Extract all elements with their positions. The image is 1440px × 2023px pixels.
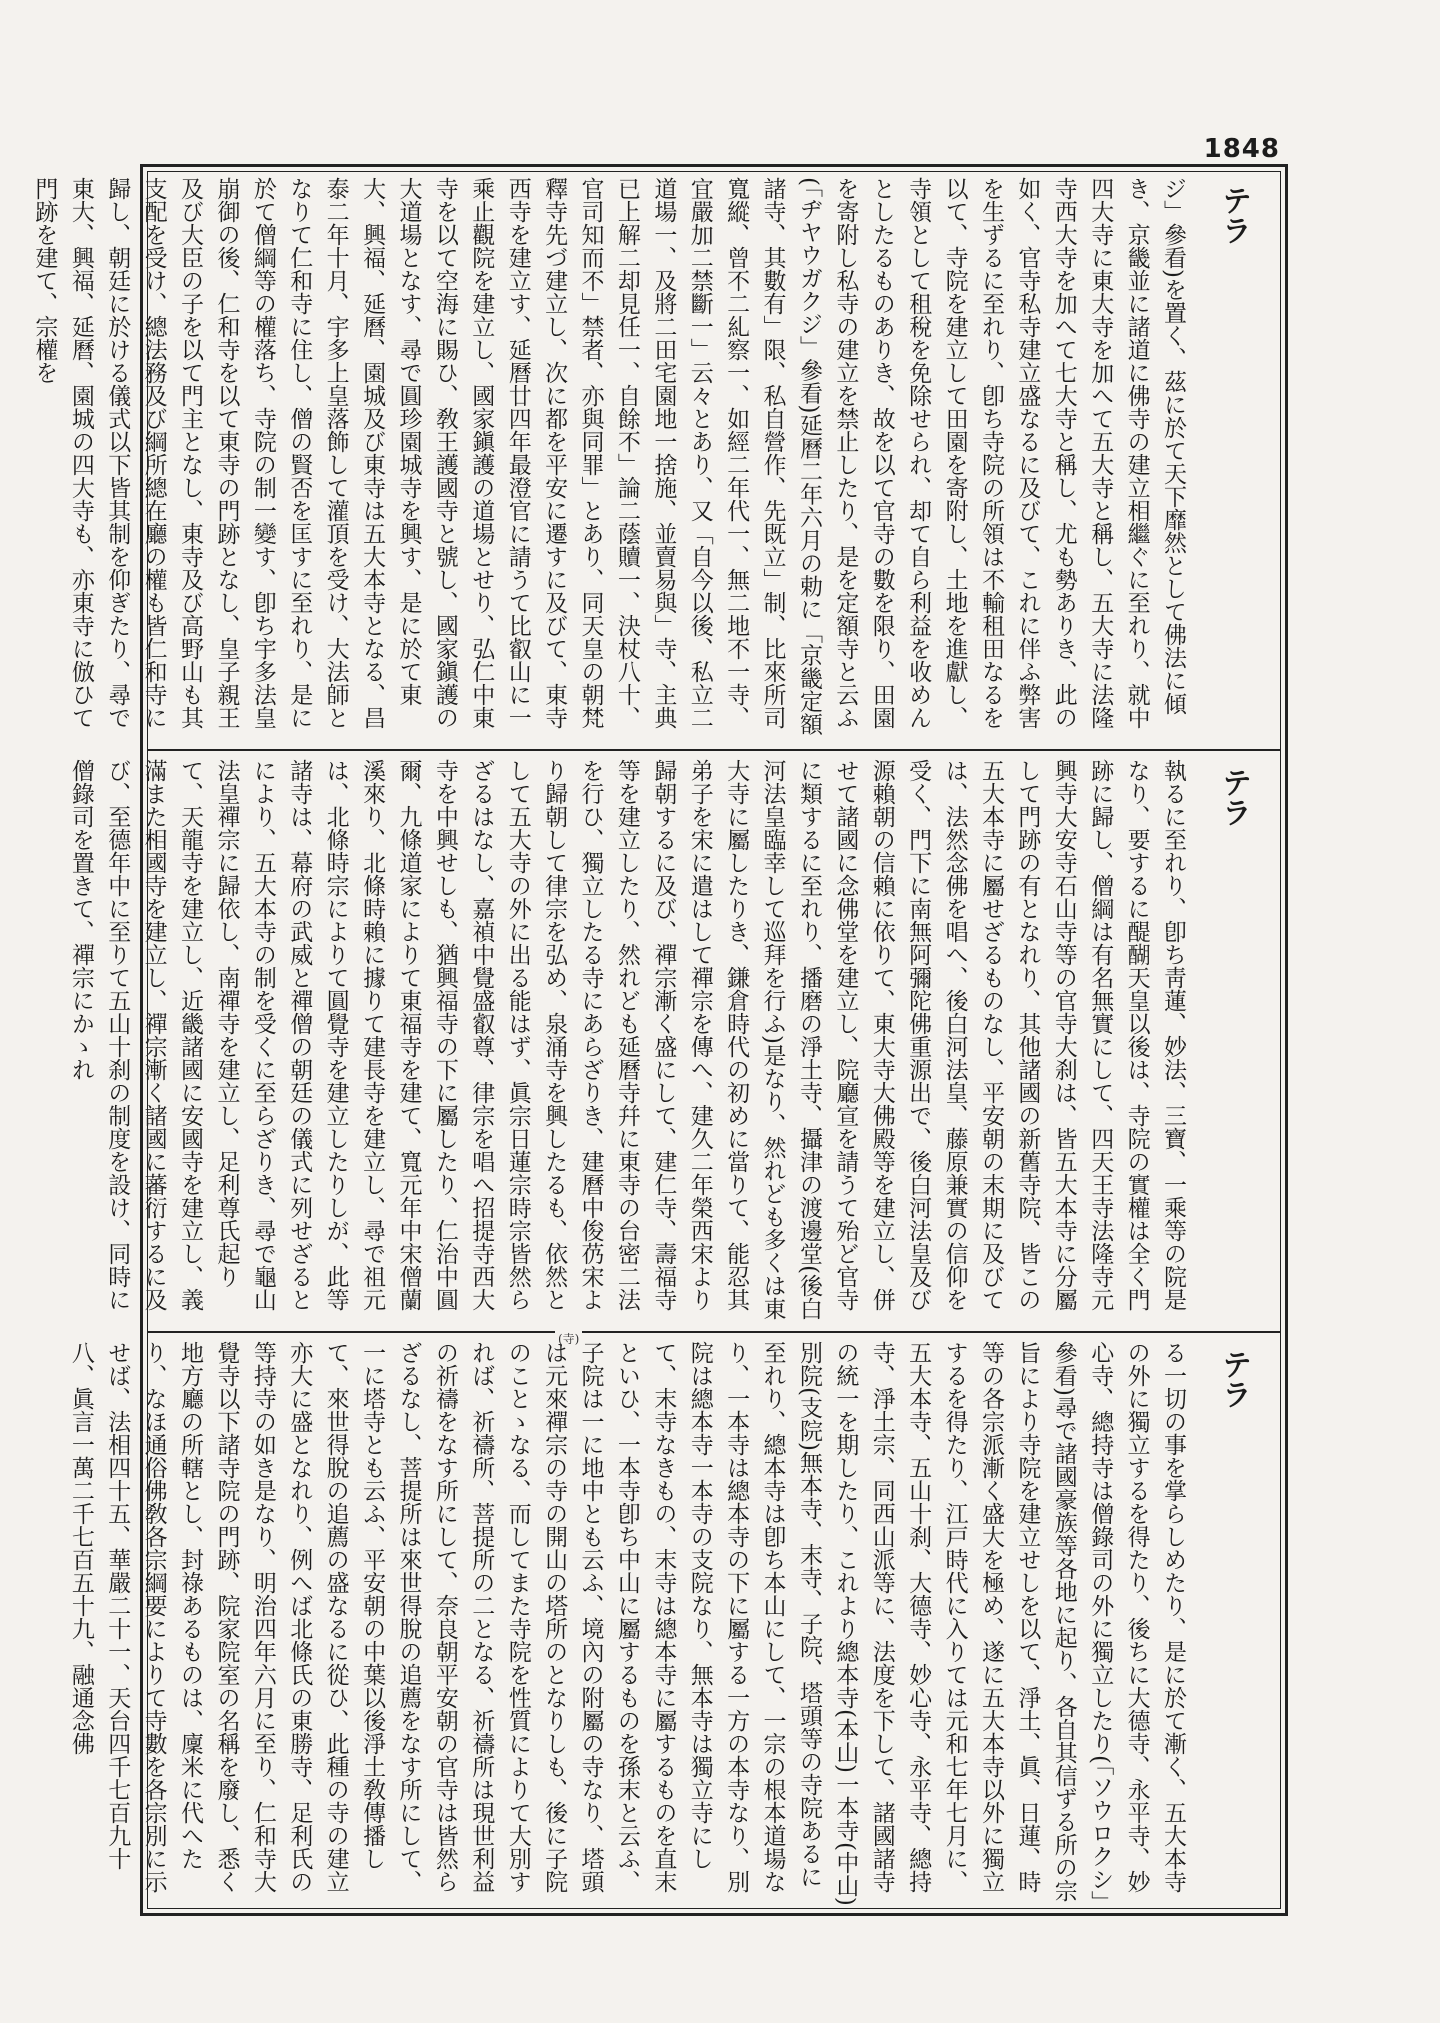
body-text: [67, 1341, 1191, 1907]
running-head: (寺): [555, 1330, 582, 1347]
paragraph: る一切の事を掌らしめたり、是に於て漸く、五大本寺の外に獨立するを得たり、後ちに大德寺、永平寺、妙心寺、總持寺は僧錄司の外に獨立したり(「ソウロクシ」參看)尋で諸國豪族等各地に起り、各自其信ずる所の宗旨により寺院を建立せしを以て、淨土、眞、日蓮、時等の各宗派漸く盛大を極め、遂に五大本寺以外に獨立するを得たり、江戸時代に入りては元和七年七月に、五大本寺、五山十刹、大德寺、妙心寺、永平寺、總持寺、淨土宗、同西山派等に、法度を下して、諸國諸寺の統一を期したり、これより總本寺(本山)一本寺(中山)別院(支院)無本寺、末寺、子院、塔頭等の寺院あるに至れり、總本寺は卽ち本山にして、一宗の根本道場なり、一本寺は總本寺の下に屬する一方の本寺なり、別院は總本寺一本寺の支院なり、無本寺は獨立寺にして、末寺なきもの、末寺は總本寺に屬するものを直末といひ、一本寺卽ち中山に屬するものを孫末と云ふ、子院は一に地中とも云ふ、境內の附屬の寺なり、塔頭は元來禪宗の寺の開山の塔所のとなりしも、後に子院のことゝなる、而してまた寺院を性質によりて大別すれば、祈禱所、菩提所の二となる、祈禱所は現世利益の祈禱をなす所にして、奈良朝平安朝の官寺は皆然らざるなし、菩提所は來世得脫の追薦をなす所にして、一に塔寺とも云ふ、平安朝の中葉以後淨土敎傳播して、來世得脫の追薦の盛なるに從ひ、此種の寺の建立亦大に盛となれり、例へば北條氏の東勝寺、足利氏の等持寺の如き是なり、明治四年六月に至り、仁和寺大覺寺以下諸寺院の門跡、院家院室の名稱を廢し、悉く地方廳の所轄とし、封祿あるものは、廩米に代へたり、なほ通俗佛敎各宗綱要によりて寺數を各宗別に示せば、法相四十五、華嚴二十一、天台四千七百九十八、眞言一萬二千七百五十九、融通念佛: [67, 1341, 1186, 1906]
paragraph: 執るに至れり、卽ち靑蓮、妙法、三寶、一乘等の院是なり、要するに醍醐天皇以後は、寺院の實權は全く門跡に歸し、僧綱は有名無實にして、四天王寺法隆寺元興寺大安寺石山寺等の官寺大刹は、皆五大本寺に分屬して門跡の有となれり、其他諸國の新舊寺院、皆この五大本寺に屬せざるものなし、平安朝の末期に及びては、法然念佛を唱へ、後白河法皇、藤原兼實の信仰を受く、門下に南無阿彌陀佛重源出で、後白河法皇及び源賴朝の信賴に依りて、東大寺大佛殿等を建立し、併せて諸國に念佛堂を建立し、院廳宣を請うて殆ど官寺に類するに至れり、播磨の淨土寺、攝津の渡邊堂(後白河法皇臨幸して巡拜を行ふ)是なり、然れども多くは東大寺に屬したりき、鎌倉時代の初めに當りて、能忍其弟子を宋に遣はして禪宗を傳へ、建久二年榮西宋より歸朝するに及び、禪宗漸く盛にして、建仁寺、壽福寺等を建立したり、然れども延曆寺幷に東寺の台密二法を行ひ、獨立したる寺にあらざりき、建曆中俊芿宋より歸朝して律宗を弘め、泉涌寺を興したるも、依然として五大寺の外に出る能はず、眞宗日蓮宗時宗皆然らざるはなし、嘉禎中覺盛叡尊、律宗を唱へ招提寺西大寺を中興せしも、猶興福寺の下に屬したり、仁治中圓爾、九條道家によりて東福寺を建て、寬元年中宋僧蘭溪來り、北條時賴に據りて建長寺を建立し、尋で祖元は、北條時宗によりて圓覺寺を建立したりしが、此等諸寺は、幕府の武威と禪僧の朝廷の儀式に列せざるとにより、五大本寺の制を受くに至らざりき、尋で龜山法皇禪宗に歸依し、南禪寺を建立し、足利尊氏起りて、天龍寺を建立し、近畿諸國に安國寺を建立し、義滿また相國寺を建立し、禪宗漸く諸國に蕃衍するに及び、至德年中に至りて五山十刹の制度を設け、同時に僧錄司を置きて、禪宗にかゝれ: [67, 759, 1186, 1320]
headword-band-2: テラ: [1216, 767, 1251, 827]
body-text: [67, 759, 1191, 1325]
text-band-1: [31, 177, 1191, 743]
headword-band-1: テラ: [1216, 185, 1251, 245]
paragraph: ジ」參看)を置く、茲に於て天下靡然として佛法に傾き、京畿並に諸道に佛寺の建立相繼ぐに至れり、就中四大寺に東大寺を加へて五大寺と稱し、五大寺に法隆寺西大寺を加へて七大寺と稱し、尤も勢ありき、此の如く、官寺私寺建立盛なるに及びて、これに伴ふ弊害を生ずるに至れり、卽ち寺院の所領は不輸租田なるを以て、寺院を建立して田園を寄附し、土地を進獻し、寺領として租稅を免除せられ、却て自ら利益を收めんとしたるものありき、故を以て官寺の數を限り、田園を寄附し私寺の建立を禁止したり、是を定額寺と云ふ(「ヂヤウガクジ」參看)延曆二年六月の勅に「京畿定額諸寺、其數有」限、私自營作、先既立」制、比來所司寬縱、曾不二糺察一、如經二年代一、無二地不一寺、宜嚴加二禁斷一」云々とあり、又「自今以後、私立二道場一、及將二田宅園地一捨施、並賣易與」寺、主典已上解二却見任一、自餘不」論二蔭贖一、決杖八十、官司知而不」禁者、亦與同罪」とあり、同天皇の朝梵釋寺先づ建立し、次に都を平安に遷すに及びて、東寺西寺を建立す、延曆廿四年最澄官に請うて比叡山に一乘止觀院を建立し、國家鎭護の道場とせり、弘仁中東寺を以て空海に賜ひ、敎王護國寺と號し、國家鎭護の大道場となす、尋で圓珍園城寺を興す、是に於て東大、興福、延曆、園城及び東寺は五大本寺となる、昌泰二年十月、宇多上皇落飾して灌頂を受け、大法師となりて仁和寺に住し、僧の賢否を匡すに至れり、是に於て僧綱等の權落ち、寺院の制一變す、卽ち宇多法皇崩御の後、仁和寺を以て東寺の門跡となし、皇子親王及び大臣の子を以て門主となし、東寺及び高野山も其支配を受け、總法務及び綱所總在廳の權も皆仁和寺に歸し、朝廷に於ける儀式以下皆其制を仰ぎたり、尋で東大、興福、延曆、園城の四大寺も、亦東寺に倣ひて門跡を建て、宗權を: [31, 177, 1186, 736]
page-number: 1848: [1203, 134, 1280, 164]
body-text: [31, 177, 1191, 743]
band-divider: [147, 1331, 1281, 1333]
headword-band-3: テラ: [1216, 1349, 1251, 1409]
band-divider: [147, 749, 1281, 751]
text-band-2: [67, 759, 1191, 1325]
page-frame: [31, 164, 1288, 1916]
text-band-3: [67, 1341, 1191, 1907]
